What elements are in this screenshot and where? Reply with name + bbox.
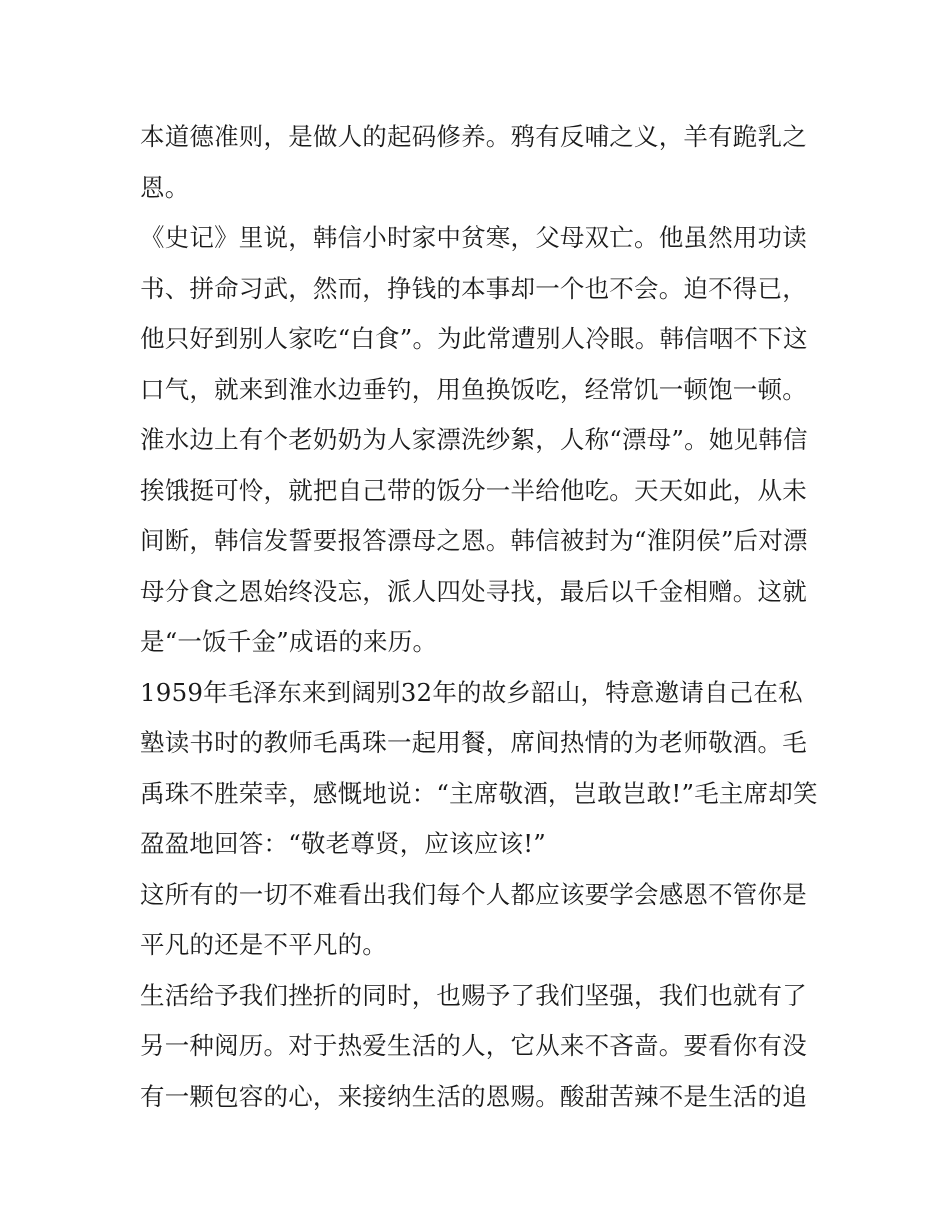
paragraph-5: 生活给予我们挫折的同时，也赐予了我们坚强，我们也就有了另一种阅历。对于热爱生活的人，它从来不吝啬。要看你有没有一颗包容的心，来接纳生活的恩赐。酸甜苦辣不是生活的追 — [140, 980, 807, 1111]
document-body — [140, 112, 820, 1122]
paragraph-4: 这所有的一切不难看出我们每个人都应该要学会感恩不管你是平凡的还是不平凡的。 — [140, 879, 807, 959]
paragraph-1: 本道德准则，是做人的起码修养。鸦有反哺之义，羊有跪乳之恩。 — [140, 122, 807, 202]
paragraph-2: 《史记》里说，韩信小时家中贫寒，父母双亡。他虽然用功读书、拼命习武，然而，挣钱的本事却一个也不会。迫不得已，他只好到别人家吃“白食”。为此常遭别人冷眼。韩信咽不下这口气，就来到淮水边垂钓，用鱼换饭吃，经常饥一顿饱一顿。淮水边上有个老奶奶为人家漂洗纱絮，人称“漂母”。她见韩信挨饿挺可怜，就把自己带的饭分一半给他吃。天天如此，从未间断，韩信发誓要报答漂母之恩。韩信被封为“淮阴侯”后对漂母分食之恩始终没忘，派人四处寻找，最后以千金相赠。这就是“一饭千金”成语的来历。 — [140, 223, 808, 656]
paragraph-3: 1959年毛泽东来到阔别32年的故乡韶山，特意邀请自己在私塾读书时的教师毛禹珠一起用餐，席间热情的为老师敬酒。毛禹珠不胜荣幸，感慨地说：“主席敬酒，岂敢岂敢!”毛主席却笑盈盈地回答：“敬老尊贤，应该应该!” — [140, 677, 818, 858]
